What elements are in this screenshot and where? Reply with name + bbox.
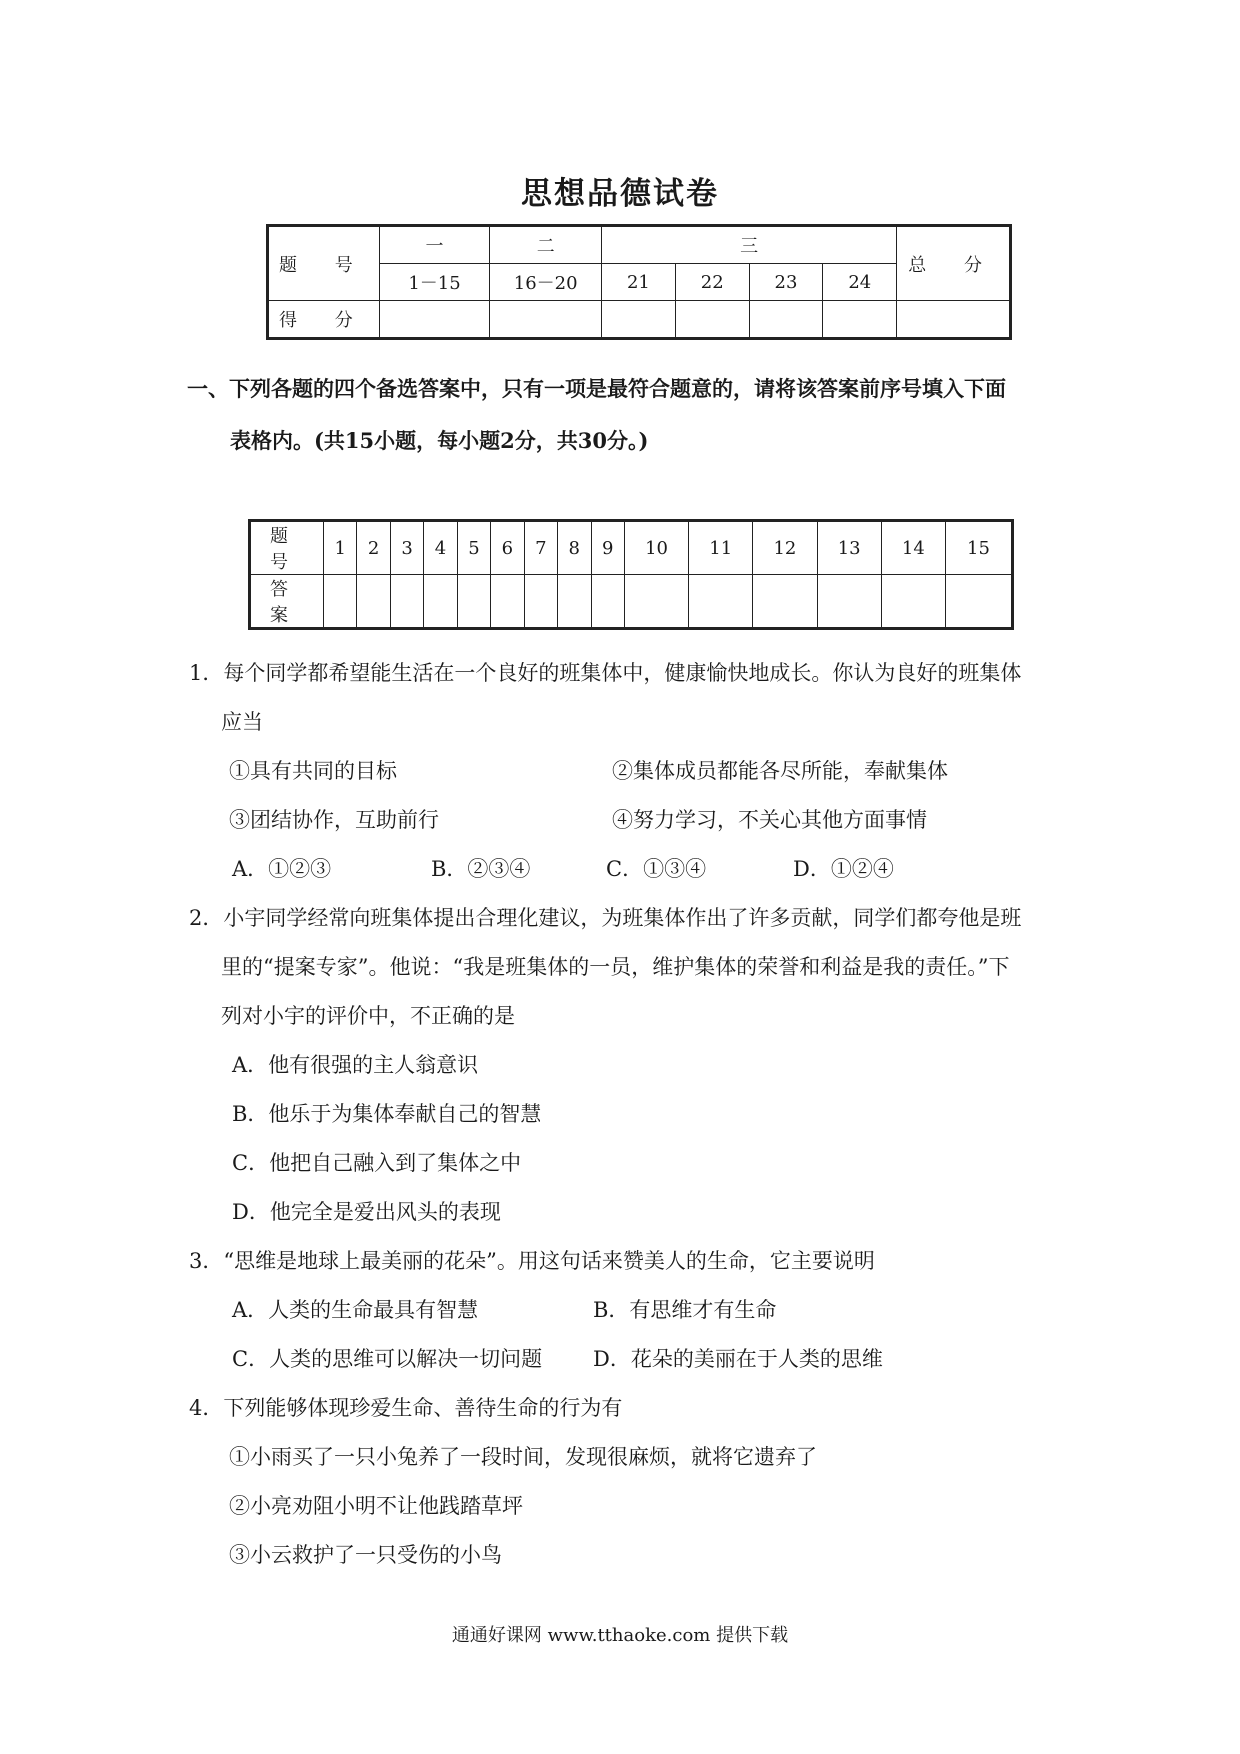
question-3-option-b[interactable]: B．有思维才有生命 bbox=[593, 1298, 777, 1322]
question-3-option-a[interactable]: A．人类的生命最具有智慧 bbox=[232, 1298, 479, 1322]
question-2-option-d[interactable]: D．他完全是爱出风头的表现 bbox=[232, 1200, 501, 1224]
answer-cell[interactable] bbox=[753, 575, 817, 629]
answer-row-label: 题 号 bbox=[250, 521, 324, 575]
question-number: 9 bbox=[591, 521, 624, 575]
footer-source: 通通好课网 www.tthaoke.com 提供下载 bbox=[451, 1625, 789, 1646]
answer-cell[interactable] bbox=[390, 575, 423, 629]
score-cell[interactable] bbox=[675, 301, 749, 339]
sub-header: 24 bbox=[823, 264, 897, 301]
question-2-stem: 2．小宇同学经常向班集体提出合理化建议，为班集体作出了许多贡献，同学们都夸他是班 bbox=[189, 906, 1022, 930]
sub-header: 22 bbox=[675, 264, 749, 301]
answer-cell[interactable] bbox=[357, 575, 390, 629]
answer-table bbox=[248, 519, 1014, 630]
score-cell[interactable] bbox=[379, 301, 490, 339]
sub-header: 1－15 bbox=[379, 264, 490, 301]
question-1-option-a[interactable]: A．①②③ bbox=[232, 857, 332, 881]
question-number: 2 bbox=[357, 521, 390, 575]
question-number: 5 bbox=[457, 521, 490, 575]
question-4-item: ③小云救护了一只受伤的小鸟 bbox=[229, 1543, 502, 1567]
page-title: 思想品德试卷 bbox=[521, 176, 719, 212]
question-number: 8 bbox=[558, 521, 591, 575]
question-number: 4 bbox=[424, 521, 457, 575]
question-1-option-d[interactable]: D．①②④ bbox=[793, 857, 894, 881]
score-cell[interactable] bbox=[823, 301, 897, 339]
question-4-stem: 4．下列能够体现珍爱生命、善待生命的行为有 bbox=[189, 1396, 623, 1420]
answer-cell[interactable] bbox=[491, 575, 524, 629]
total-header: 总 分 bbox=[897, 226, 1011, 301]
score-label: 得 分 bbox=[268, 301, 380, 339]
sub-header: 16－20 bbox=[490, 264, 602, 301]
question-4-item: ②小亮劝阻小明不让他践踏草坪 bbox=[229, 1494, 523, 1518]
question-number: 1 bbox=[324, 521, 357, 575]
group-3-header: 三 bbox=[602, 226, 897, 264]
section-1-instruction bbox=[187, 363, 1067, 467]
answer-cell[interactable] bbox=[881, 575, 945, 629]
answer-cell[interactable] bbox=[524, 575, 557, 629]
section-1-line-1: 一、下列各题的四个备选答案中，只有一项是最符合题意的，请将该答案前序号填入下面 bbox=[187, 376, 1006, 401]
question-1-option-b[interactable]: B．②③④ bbox=[431, 857, 531, 881]
score-cell[interactable] bbox=[490, 301, 602, 339]
answer-cell[interactable] bbox=[591, 575, 624, 629]
question-number: 7 bbox=[524, 521, 557, 575]
question-4-item: ①小雨买了一只小兔养了一段时间，发现很麻烦，就将它遗弃了 bbox=[229, 1445, 817, 1469]
question-1-item: ③团结协作，互助前行 bbox=[229, 808, 439, 832]
question-2-option-a[interactable]: A．他有很强的主人翁意识 bbox=[232, 1053, 479, 1077]
score-cell[interactable] bbox=[602, 301, 676, 339]
answer-cell[interactable] bbox=[624, 575, 688, 629]
score-cell[interactable] bbox=[749, 301, 823, 339]
question-number: 15 bbox=[945, 521, 1012, 575]
question-1-stem-cont: 应当 bbox=[221, 710, 263, 734]
question-number: 12 bbox=[753, 521, 817, 575]
sub-header: 21 bbox=[602, 264, 676, 301]
section-1-line-2: 表格内。(共15小题，每小题2分，共30分。) bbox=[230, 428, 649, 453]
question-2-option-b[interactable]: B．他乐于为集体奉献自己的智慧 bbox=[232, 1102, 542, 1126]
answer-cell[interactable] bbox=[558, 575, 591, 629]
answer-cell[interactable] bbox=[424, 575, 457, 629]
question-1-item: ④努力学习，不关心其他方面事情 bbox=[612, 808, 927, 832]
answer-cell[interactable] bbox=[817, 575, 881, 629]
question-number: 3 bbox=[390, 521, 423, 575]
group-2-header: 二 bbox=[490, 226, 602, 264]
sub-header: 23 bbox=[749, 264, 823, 301]
question-number: 14 bbox=[881, 521, 945, 575]
question-3-option-d[interactable]: D．花朵的美丽在于人类的思维 bbox=[593, 1347, 883, 1371]
score-row-label: 题 号 bbox=[268, 226, 380, 301]
group-1-header: 一 bbox=[379, 226, 490, 264]
answer-row-label: 答 案 bbox=[250, 575, 324, 629]
question-number: 13 bbox=[817, 521, 881, 575]
question-1-item: ②集体成员都能各尽所能，奉献集体 bbox=[612, 759, 948, 783]
total-cell[interactable] bbox=[897, 301, 1011, 339]
question-number: 6 bbox=[491, 521, 524, 575]
answer-cell[interactable] bbox=[945, 575, 1012, 629]
answer-cell[interactable] bbox=[457, 575, 490, 629]
question-1-stem: 1．每个同学都希望能生活在一个良好的班集体中，健康愉快地成长。你认为良好的班集体 bbox=[189, 661, 1022, 685]
question-1-item: ①具有共同的目标 bbox=[229, 759, 397, 783]
question-3-stem: 3．“思维是地球上最美丽的花朵”。用这句话来赞美人的生命，它主要说明 bbox=[189, 1249, 875, 1273]
question-number: 11 bbox=[689, 521, 753, 575]
score-table bbox=[266, 224, 1012, 340]
question-2-stem-cont: 里的“提案专家”。他说：“我是班集体的一员，维护集体的荣誉和利益是我的责任。”下 bbox=[221, 955, 1010, 979]
answer-cell[interactable] bbox=[324, 575, 357, 629]
question-2-option-c[interactable]: C．他把自己融入到了集体之中 bbox=[232, 1151, 522, 1175]
answer-cell[interactable] bbox=[689, 575, 753, 629]
question-number: 10 bbox=[624, 521, 688, 575]
question-1-option-c[interactable]: C．①③④ bbox=[606, 857, 707, 881]
question-3-option-c[interactable]: C．人类的思维可以解决一切问题 bbox=[232, 1347, 543, 1371]
question-2-stem-cont: 列对小宇的评价中，不正确的是 bbox=[221, 1004, 515, 1028]
